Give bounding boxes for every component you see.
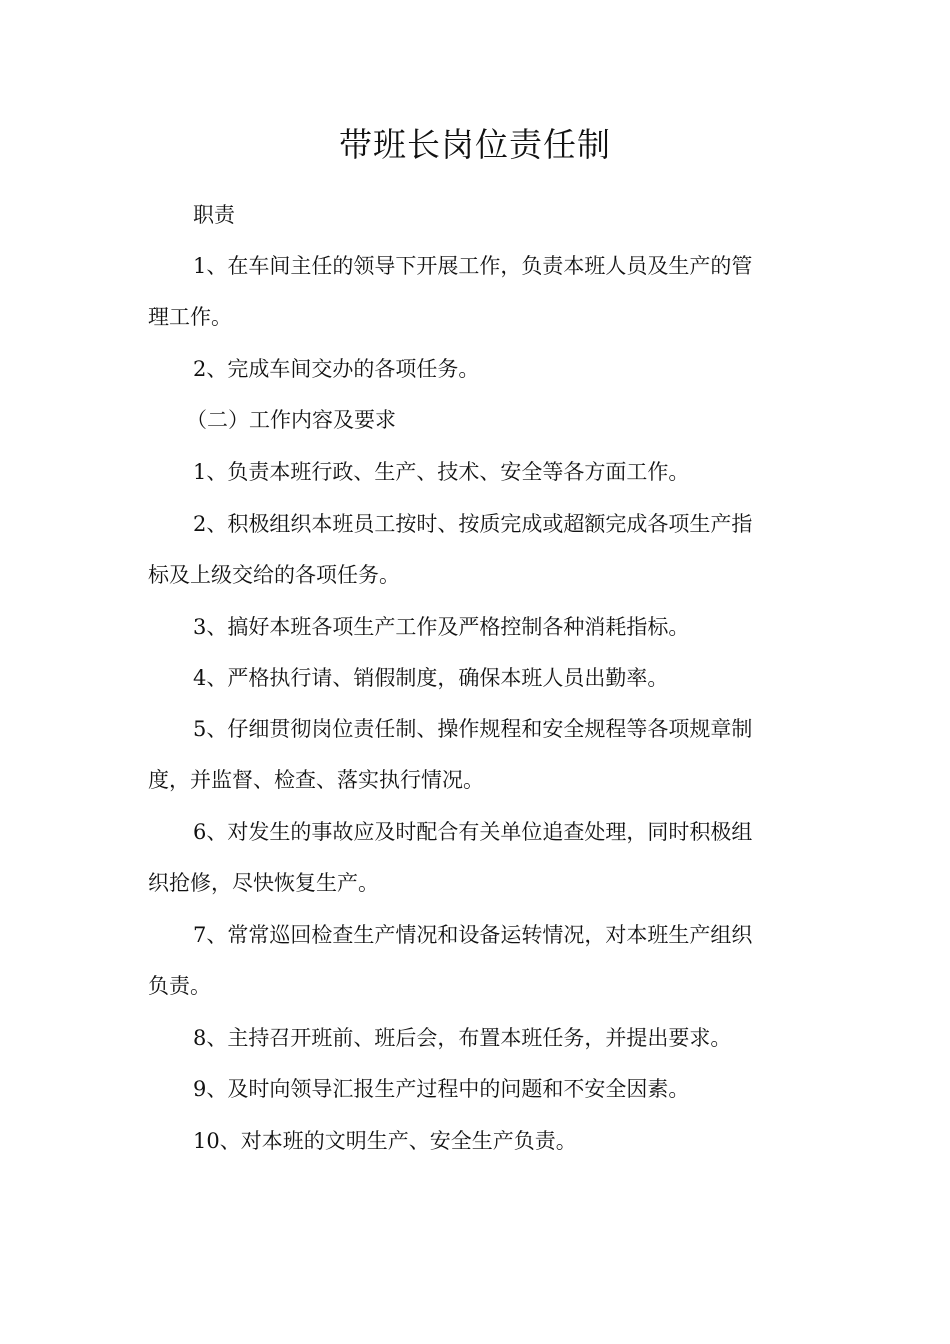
duty-item-2: 2、完成车间交办的各项任务。 xyxy=(193,357,480,381)
work-item-10: 10、对本班的文明生产、安全生产负责。 xyxy=(193,1129,577,1153)
work-item-2-line2: 标及上级交给的各项任务。 xyxy=(148,563,400,587)
duty-item-1-line1: 1、在车间主任的领导下开展工作，负责本班人员及生产的管 xyxy=(193,254,753,278)
work-item-7-line2: 负责。 xyxy=(148,974,211,998)
work-item-7-line1: 7、常常巡回检查生产情况和设备运转情况，对本班生产组织 xyxy=(193,923,753,947)
work-item-6-line1: 6、对发生的事故应及时配合有关单位追查处理，同时积极组 xyxy=(193,820,753,844)
duty-item-1-line2: 理工作。 xyxy=(148,305,232,329)
work-item-5-line1: 5、仔细贯彻岗位责任制、操作规程和安全规程等各项规章制 xyxy=(193,717,753,741)
work-item-5-line2: 度，并监督、检查、落实执行情况。 xyxy=(148,768,484,792)
section-heading-duties: 职责 xyxy=(193,203,235,227)
work-item-6-line2: 织抢修，尽快恢复生产。 xyxy=(148,871,379,895)
work-item-3: 3、搞好本班各项生产工作及严格控制各种消耗指标。 xyxy=(193,615,690,639)
section-heading-work-content: （二）工作内容及要求 xyxy=(186,408,396,432)
work-item-4: 4、严格执行请、销假制度，确保本班人员出勤率。 xyxy=(193,666,669,690)
work-item-2-line1: 2、积极组织本班员工按时、按质完成或超额完成各项生产指 xyxy=(193,512,753,536)
work-item-9: 9、及时向领导汇报生产过程中的问题和不安全因素。 xyxy=(193,1077,690,1101)
document-title: 带班长岗位责任制 xyxy=(339,125,611,164)
work-item-8: 8、主持召开班前、班后会，布置本班任务，并提出要求。 xyxy=(193,1026,732,1050)
work-item-1: 1、负责本班行政、生产、技术、安全等各方面工作。 xyxy=(193,460,690,484)
